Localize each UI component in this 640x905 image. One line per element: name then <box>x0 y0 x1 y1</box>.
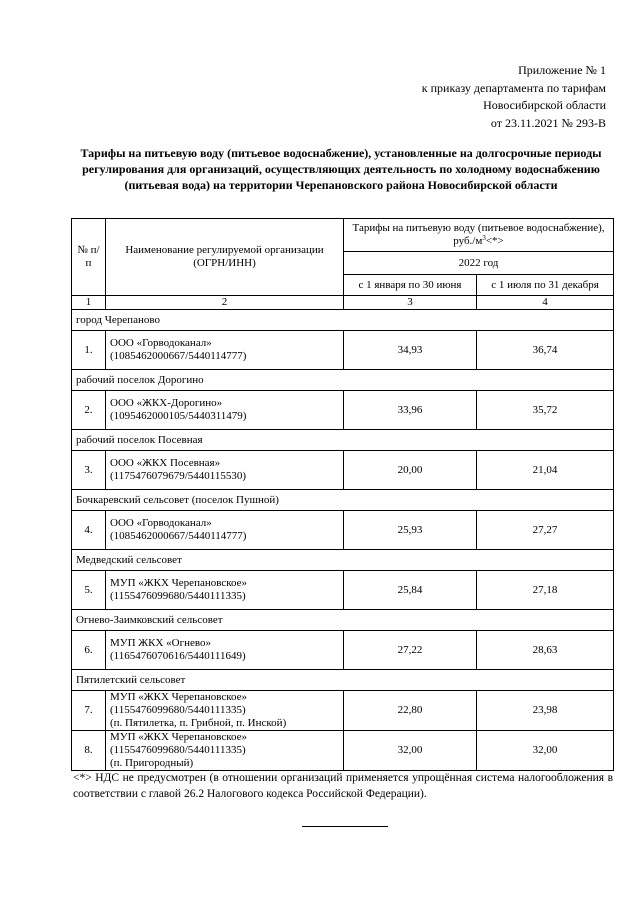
row-number: 4. <box>72 511 106 550</box>
document-title: Тарифы на питьевую воду (питьевое водоснабжение), установленные на долгосрочные периоды регулирования для организаций, осуществляющих деятельность по холодному водоснабжению (питьевая вода) на территории Черепановского района Новосибирской области <box>80 146 602 192</box>
organization-name: ООО «Горводоканал» <box>110 517 212 529</box>
tariff-h2: 28,63 <box>477 631 614 670</box>
table-row <box>72 391 614 430</box>
header-num <box>72 219 106 296</box>
row-number: 8. <box>72 731 106 771</box>
section-row <box>72 370 614 391</box>
tariff-h2: 21,04 <box>477 451 614 490</box>
organization-ids: (1155476099680/5440111335) <box>110 704 246 716</box>
organization-ids: (1085462000667/5440114777) <box>110 530 247 542</box>
organization-note: (п. Пятилетка, п. Грибной, п. Инской) <box>110 717 287 729</box>
header-org <box>106 219 344 296</box>
organization-cell <box>106 691 344 731</box>
header-period-2: с 1 июля по 31 декабря <box>477 275 614 296</box>
organization-ids: (1095462000105/5440311479) <box>110 410 247 422</box>
organization-ids: (1175476079679/5440115530) <box>110 470 247 482</box>
appendix-line: от 23.11.2021 № 293-В <box>490 115 606 130</box>
header-tariff <box>344 219 614 252</box>
organization-cell <box>106 451 344 490</box>
tariff-h2: 23,98 <box>477 691 614 731</box>
organization-name: МУП «ЖКХ Черепановское» <box>110 691 248 703</box>
column-number: 1 <box>72 296 106 310</box>
tariff-h1: 27,22 <box>344 631 477 670</box>
organization-ids: (1085462000667/5440114777) <box>110 350 247 362</box>
organization-cell <box>106 331 344 370</box>
table-row <box>72 631 614 670</box>
organization-name: ООО «ЖКХ Посевная» <box>110 457 221 469</box>
organization-name: МУП «ЖКХ Черепановское» <box>110 577 248 589</box>
header-period-1: с 1 января по 30 июня <box>344 275 477 296</box>
appendix-line: к приказу департамента по тарифам <box>421 80 606 95</box>
section-row <box>72 550 614 571</box>
tariff-h1: 32,00 <box>344 731 477 771</box>
organization-ids: (1155476099680/5440111335) <box>110 744 246 756</box>
footnote: <*> НДС не предусмотрен (в отношении организаций применяется упрощённая система налогообложения в соответствии с главой 26.2 Налогового кодекса Российской Федерации). <box>73 772 613 800</box>
row-number: 1. <box>72 331 106 370</box>
tariff-h1: 34,93 <box>344 331 477 370</box>
header-tariff-text: Тарифы на питьевую воду (питьевое водоснабжение), руб./м <box>352 222 605 247</box>
header-tariff-tail: <*> <box>485 235 504 247</box>
header-tariff-sup: 3 <box>482 234 486 242</box>
header-org-ids: (ОГРН/ИНН) <box>193 257 256 269</box>
organization-ids: (1155476099680/5440111335) <box>110 590 246 602</box>
organization-cell <box>106 571 344 610</box>
organization-ids: (1165476070616/5440111649) <box>110 650 246 662</box>
table-row <box>72 691 614 731</box>
organization-cell <box>106 731 344 771</box>
tariff-h2: 32,00 <box>477 731 614 771</box>
organization-cell <box>106 511 344 550</box>
organization-name: МУП «ЖКХ Черепановское» <box>110 731 248 743</box>
row-number: 5. <box>72 571 106 610</box>
organization-name: ООО «ЖКХ-Дорогино» <box>110 397 223 409</box>
organization-cell <box>106 391 344 430</box>
tariff-h2: 27,18 <box>477 571 614 610</box>
tariff-h1: 33,96 <box>344 391 477 430</box>
tariff-h2: 36,74 <box>477 331 614 370</box>
section-row <box>72 670 614 691</box>
section-name: Медведский сельсовет <box>72 550 614 571</box>
organization-cell <box>106 631 344 670</box>
row-number: 3. <box>72 451 106 490</box>
header-year: 2022 год <box>344 252 614 275</box>
tariff-h1: 22,80 <box>344 691 477 731</box>
table-row <box>72 511 614 550</box>
section-row <box>72 610 614 631</box>
tariff-h1: 25,84 <box>344 571 477 610</box>
section-row <box>72 430 614 451</box>
tariff-h2: 35,72 <box>477 391 614 430</box>
tariff-h1: 20,00 <box>344 451 477 490</box>
organization-name: МУП ЖКХ «Огнево» <box>110 637 211 649</box>
table-row <box>72 731 614 771</box>
section-name: город Черепаново <box>72 310 614 331</box>
section-name: Огнево-Заимковский сельсовет <box>72 610 614 631</box>
closing-rule <box>302 826 388 827</box>
row-number: 2. <box>72 391 106 430</box>
section-name: рабочий поселок Посевная <box>72 430 614 451</box>
table-row <box>72 331 614 370</box>
column-number: 4 <box>477 296 614 310</box>
appendix-header <box>422 62 606 132</box>
section-name: Бочкаревский сельсовет (поселок Пушной) <box>72 490 614 511</box>
section-row <box>72 490 614 511</box>
header-num-text: № п/п <box>77 244 100 269</box>
tariff-h1: 25,93 <box>344 511 477 550</box>
row-number: 7. <box>72 691 106 731</box>
header-org-line: Наименование регулируемой организации <box>125 244 324 256</box>
organization-name: ООО «Горводоканал» <box>110 337 212 349</box>
tariff-h2: 27,27 <box>477 511 614 550</box>
section-row <box>72 310 614 331</box>
table-row <box>72 571 614 610</box>
appendix-line: Новосибирской области <box>483 98 606 112</box>
section-name: рабочий поселок Дорогино <box>72 370 614 391</box>
appendix-line: Приложение № 1 <box>518 63 606 77</box>
tariff-table <box>71 218 614 771</box>
table-row <box>72 451 614 490</box>
column-number: 3 <box>344 296 477 310</box>
organization-note: (п. Пригородный) <box>110 757 194 769</box>
row-number: 6. <box>72 631 106 670</box>
section-name: Пятилетский сельсовет <box>72 670 614 691</box>
column-number: 2 <box>106 296 344 310</box>
